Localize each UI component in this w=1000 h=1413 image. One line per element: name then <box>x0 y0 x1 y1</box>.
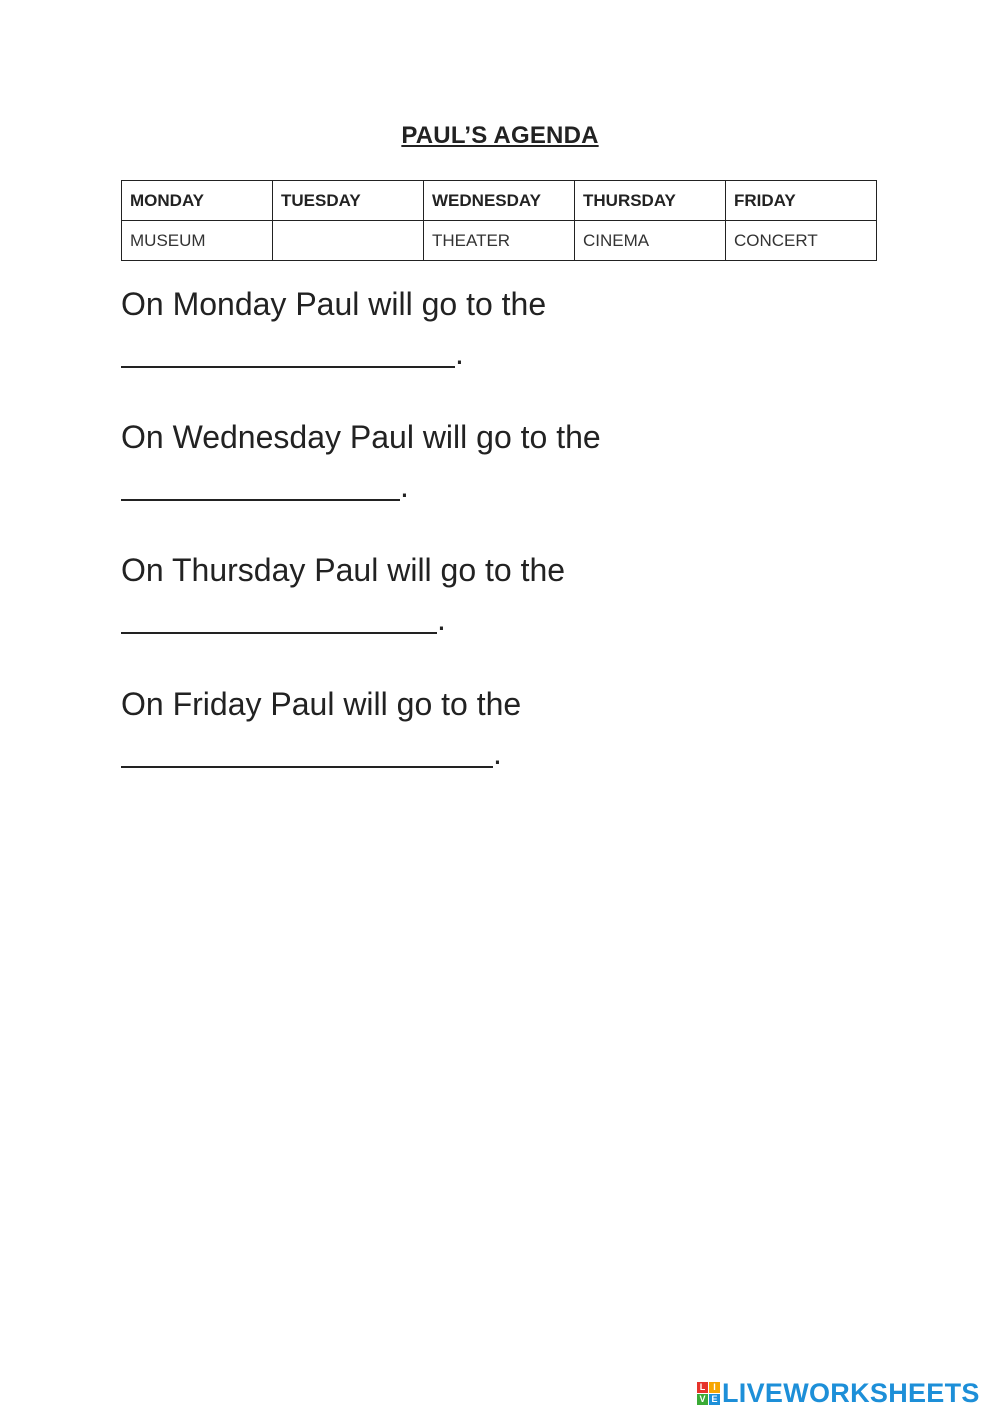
worksheet-title: PAUL’S AGENDA <box>401 122 599 149</box>
answer-blank-monday[interactable] <box>121 336 455 368</box>
answer-blank-wednesday[interactable] <box>121 469 400 501</box>
day-header-monday: MONDAY <box>122 181 273 221</box>
exercise-sentence: On Friday Paul will go to the <box>121 686 522 722</box>
place-tuesday <box>273 221 424 261</box>
day-header-thursday: THURSDAY <box>575 181 726 221</box>
place-thursday: CINEMA <box>575 221 726 261</box>
exercise-sentence: On Monday Paul will go to the <box>121 286 547 322</box>
day-header-tuesday: TUESDAY <box>273 181 424 221</box>
exercise-sentence: On Thursday Paul will go to the <box>121 552 566 588</box>
day-header-wednesday: WEDNESDAY <box>424 181 575 221</box>
exercise-thursday: On Thursday Paul will go to the . <box>121 552 566 637</box>
place-wednesday: THEATER <box>424 221 575 261</box>
answer-blank-thursday[interactable] <box>121 602 437 634</box>
logo-mark-icon: L I V E <box>697 1382 720 1405</box>
day-header-friday: FRIDAY <box>726 181 877 221</box>
place-monday: MUSEUM <box>122 221 273 261</box>
place-friday: CONCERT <box>726 221 877 261</box>
agenda-places-row <box>122 221 877 261</box>
exercise-friday: On Friday Paul will go to the . <box>121 686 522 771</box>
answer-blank-friday[interactable] <box>121 736 493 768</box>
liveworksheets-logo <box>697 1378 980 1409</box>
agenda-header-row <box>122 181 877 221</box>
exercise-wednesday: On Wednesday Paul will go to the . <box>121 419 601 504</box>
exercise-monday: On Monday Paul will go to the . <box>121 286 547 371</box>
logo-text: LIVEWORKSHEETS <box>722 1378 980 1408</box>
exercise-sentence: On Wednesday Paul will go to the <box>121 419 601 455</box>
agenda-table <box>121 180 877 261</box>
